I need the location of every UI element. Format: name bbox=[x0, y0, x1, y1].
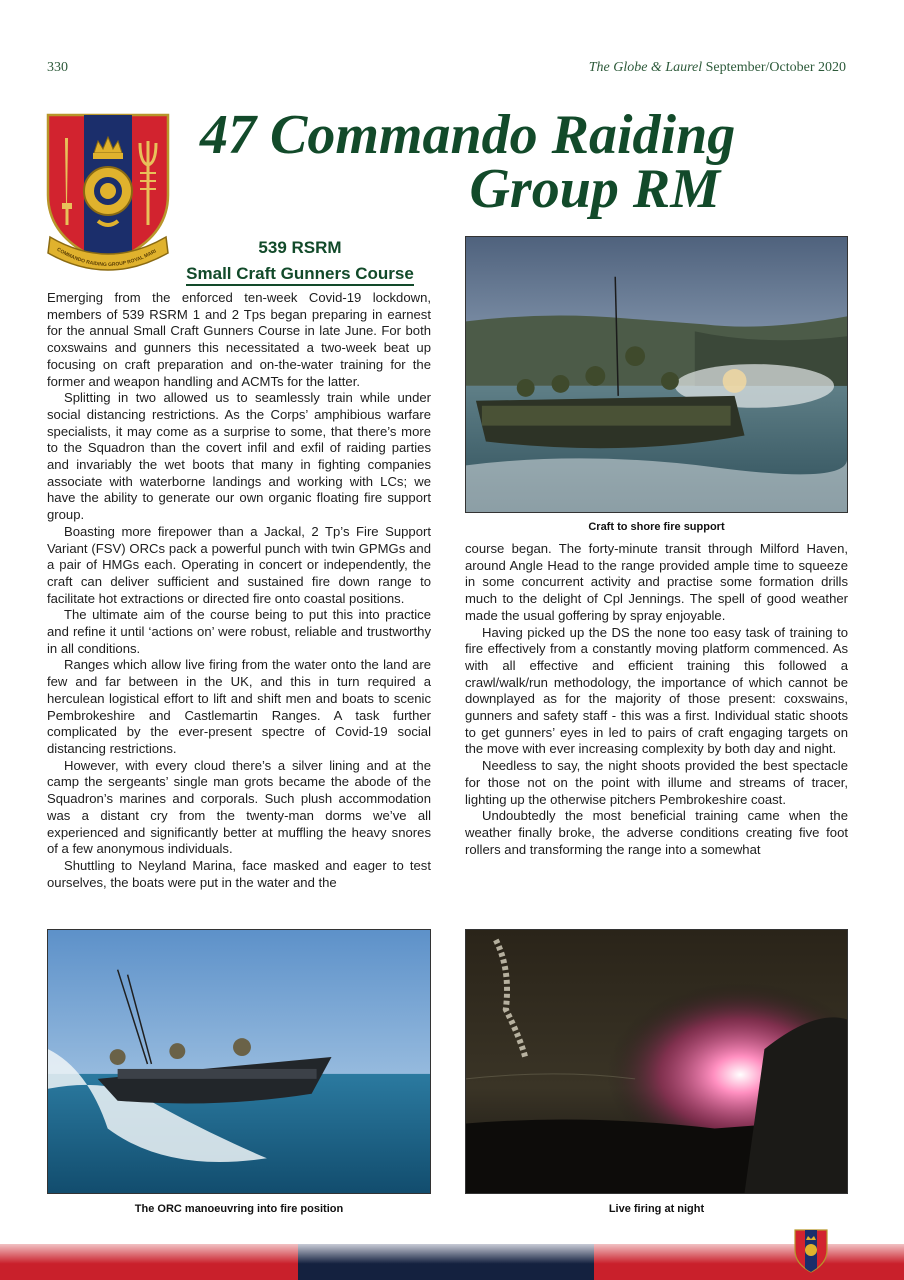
photo-craft-to-shore bbox=[465, 236, 848, 513]
photo-orc-manoeuvring bbox=[47, 929, 431, 1194]
footer-colour-band bbox=[0, 1244, 904, 1280]
caption-live-firing-night: Live firing at night bbox=[608, 1203, 705, 1215]
paragraph: Boasting more firepower than a Jackal, 2 Tp’s Fire Support Variant (FSV) ORCs pack a powerful punch with twin GPMGs and a pair of HMGs each. Operating in concert or independently, the craft can deliver sufficient and sustained fire down range to facilitate hot extractions or directed fire onto coastal positions. bbox=[47, 523, 431, 606]
paragraph: Shuttling to Neyland Marina, face masked and eager to test ourselves, the boats were put in the water and the bbox=[47, 857, 431, 890]
section-title: Small Craft Gunners Course bbox=[178, 264, 422, 284]
footer-band-blue bbox=[298, 1244, 594, 1280]
footer-band-red-right bbox=[594, 1244, 904, 1280]
crest-scroll-text: COMMANDO RAIDING GROUP ROYAL MARI bbox=[55, 246, 158, 269]
running-head bbox=[589, 60, 846, 76]
paragraph: Splitting in two allowed us to seamlessly train while under social distancing restrictions. As the Corps’ amphibious warfare specialists, it may come as a surprise to some, that there’s more to the Squadron than the covert infil and exfil of raiding parties and invariably the wet boots that many in fighting companies associate with waterborne landings and working with LCs; we have the ability to generate our own organic floating fire support group. bbox=[47, 390, 431, 523]
footer-band-red-left bbox=[0, 1244, 298, 1280]
paragraph: However, with every cloud there’s a silver lining and at the camp the sergeants’ single man grots became the abode of the Squadron’s marines and corporals. Such plush accommodation was a distant cry from the twenty-man dorms we’ve all experienced and significantly better at muffling the heavy snores of a few anonymous individuals. bbox=[47, 757, 431, 857]
article-title bbox=[180, 104, 830, 220]
photo-live-firing-night bbox=[465, 929, 848, 1194]
body-column-right bbox=[465, 541, 848, 858]
caption-craft-to-shore: Craft to shore fire support bbox=[588, 521, 725, 533]
unit-crest bbox=[46, 113, 170, 285]
paragraph: Having picked up the DS the none too easy task of training to fire effectively from a constantly moving platform commenced. As with all effective and efficient training this followed a crawl/walk/run methodology, the importance of which cannot be downplayed as for the majority of those present: coxswains, gunners and safety staff - this was a first. Individual static shoots to get gunners’ eyes in led to pairs of craft engaging targets on the move with ever increasing complexity by both day and night. bbox=[465, 624, 848, 757]
paragraph: Ranges which allow live firing from the water onto the land are few and far between in the UK, and this in turn required a herculean logistical effort to lift and shift men and boats to scenic Pembrokeshire and Castlemartin Ranges. A task further complicated by the ever-present spectre of Covid-19 social distancing restrictions. bbox=[47, 657, 431, 756]
footer-crest-icon bbox=[793, 1228, 829, 1274]
issue-date: September/October 2020 bbox=[705, 60, 846, 75]
title-line-1: 47 Commando Raiding bbox=[200, 104, 736, 166]
paragraph: Needless to say, the night shoots provided the best spectacle for those not on the point with illume and streams of tracer, lighting up the otherwise pitchers Pembrokeshire coast. bbox=[465, 758, 848, 807]
caption-orc-manoeuvring: The ORC manoeuvring into fire position bbox=[134, 1203, 344, 1215]
paragraph: The ultimate aim of the course being to put this into practice and refine it until ‘actions on’ were robust, reliable and trustworthy in all conditions. bbox=[47, 607, 431, 656]
paragraph: Undoubtedly the most beneficial training came when the weather finally broke, the adverse conditions creating five foot rollers and transforming the range into a somewhat bbox=[465, 808, 848, 857]
paragraph: course began. The forty-minute transit through Milford Haven, around Angle Head to the range provided ample time to squeeze in some concurrent activity and practise some formation drills much to the delight of Cpl Jennings. The spell of good weather made the usual goffering by spray enjoyable. bbox=[465, 541, 848, 623]
body-column-left bbox=[47, 290, 431, 891]
unit-subheading: 539 RSRM bbox=[258, 238, 342, 257]
page-number: 330 bbox=[47, 60, 68, 75]
paragraph: Emerging from the enforced ten-week Covid-19 lockdown, members of 539 RSRM 1 and 2 Tps began preparing in earnest for the annual Small Craft Gunners Course in late June. For both coxswains and gunners this necessitated a two-week beat up focusing on craft preparation and on-the-water training for the former and weapon handling and ACMTs for the latter. bbox=[47, 290, 431, 389]
publication-name: The Globe & Laurel bbox=[588, 60, 703, 75]
title-line-2: Group RM bbox=[469, 158, 720, 220]
